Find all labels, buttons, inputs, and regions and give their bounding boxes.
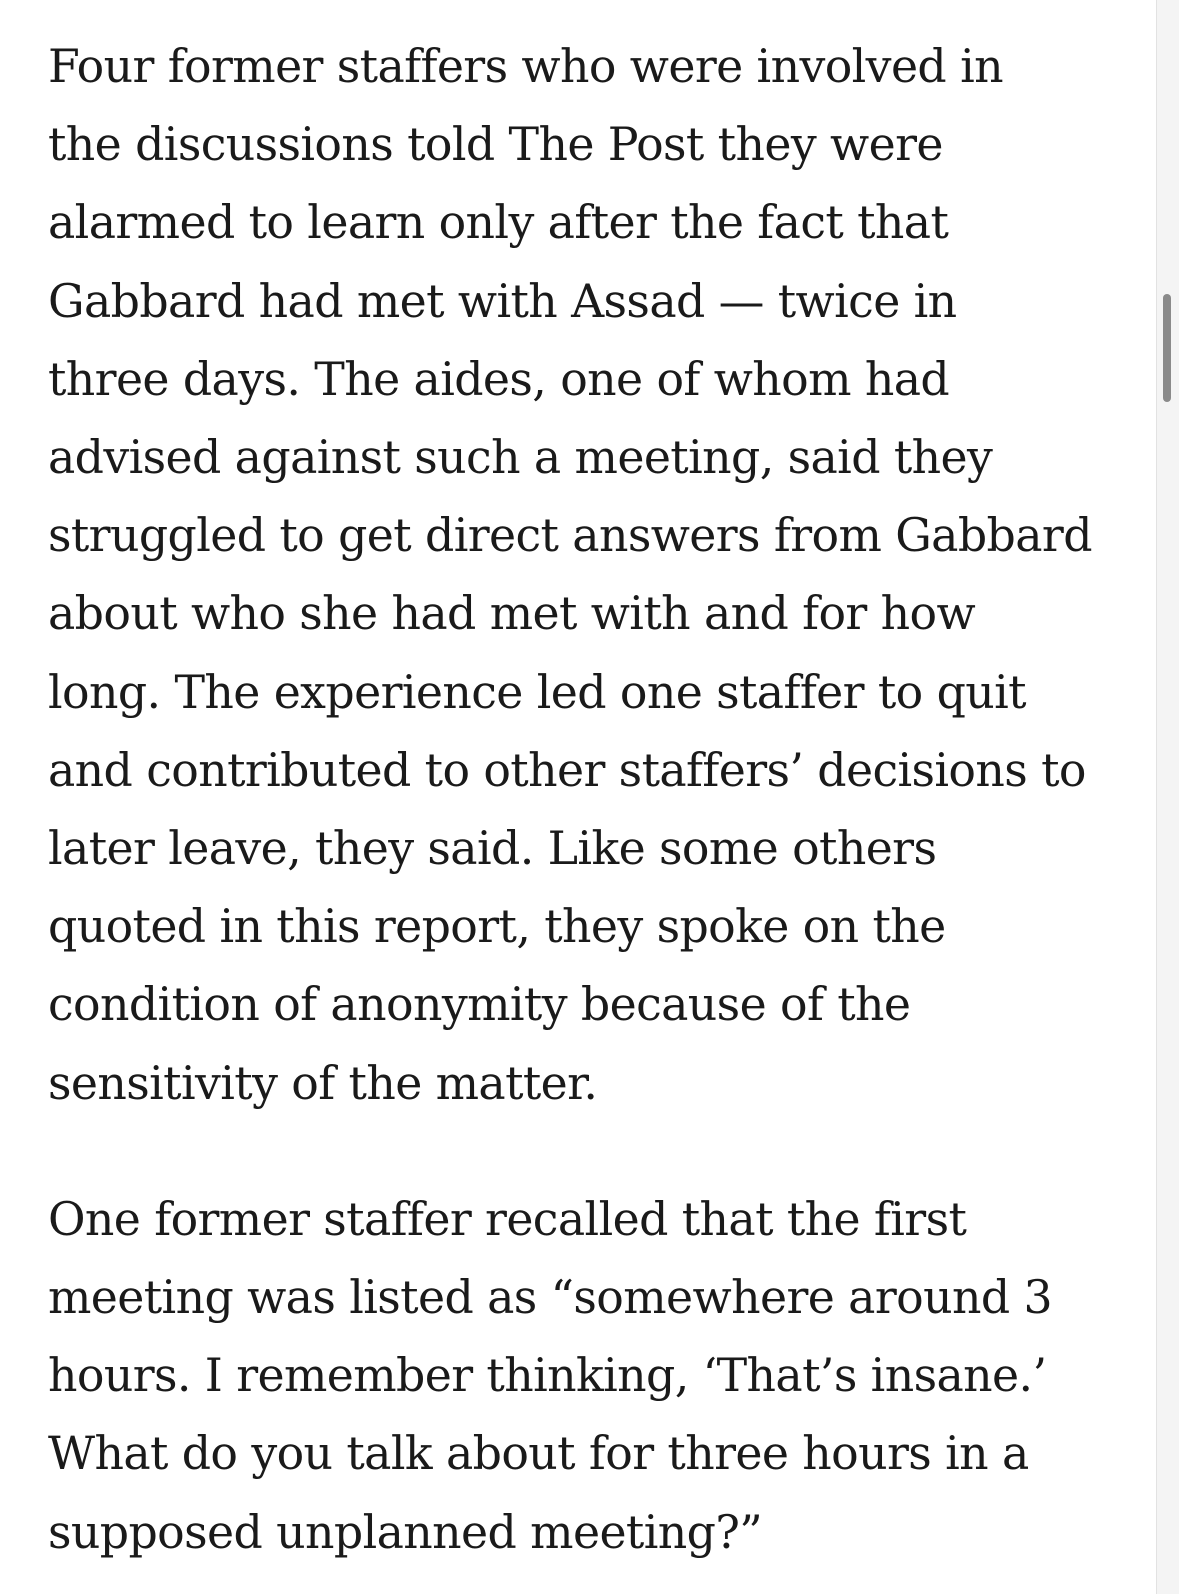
article-body — [48, 28, 1138, 1572]
paragraph-line: long. The experience led one staffer to quit — [48, 665, 1026, 719]
paragraph-line: What do you talk about for three hours in a — [48, 1427, 1029, 1481]
paragraph-line: later leave, they said. Like some others — [48, 822, 937, 876]
paragraph-line: One former staffer recalled that the first — [48, 1192, 967, 1246]
paragraph-line: advised against such a meeting, said they — [48, 431, 993, 485]
paragraph-line: about who she had met with and for how — [48, 587, 976, 641]
paragraph-line: Four former staffers who were involved in — [48, 40, 1003, 93]
paragraph-line: meeting was listed as “somewhere around 3 — [48, 1271, 1052, 1325]
scrollbar-thumb[interactable] — [1163, 294, 1171, 402]
paragraph-line: condition of anonymity because of the — [48, 978, 911, 1032]
paragraph-line: alarmed to learn only after the fact that — [48, 196, 949, 250]
paragraph-line: three days. The aides, one of whom had — [48, 352, 950, 406]
paragraph-line: hours. I remember thinking, ‘That’s insane.’ — [48, 1349, 1047, 1403]
paragraph-line: Gabbard had met with Assad — twice in — [48, 274, 957, 328]
paragraph-line: struggled to get direct answers from Gabbard — [48, 509, 1092, 563]
article-paragraph-2 — [48, 1181, 1138, 1572]
paragraph-line: sensitivity of the matter. — [48, 1056, 598, 1110]
paragraph-line: quoted in this report, they spoke on the — [48, 900, 946, 954]
vertical-scrollbar[interactable] — [1156, 0, 1179, 1594]
paragraph-line: and contributed to other staffers’ decisions to — [48, 743, 1086, 797]
paragraph-line: supposed unplanned meeting?” — [48, 1505, 763, 1559]
paragraph-line: the discussions told The Post they were — [48, 118, 943, 172]
article-paragraph-1 — [48, 28, 1138, 1123]
